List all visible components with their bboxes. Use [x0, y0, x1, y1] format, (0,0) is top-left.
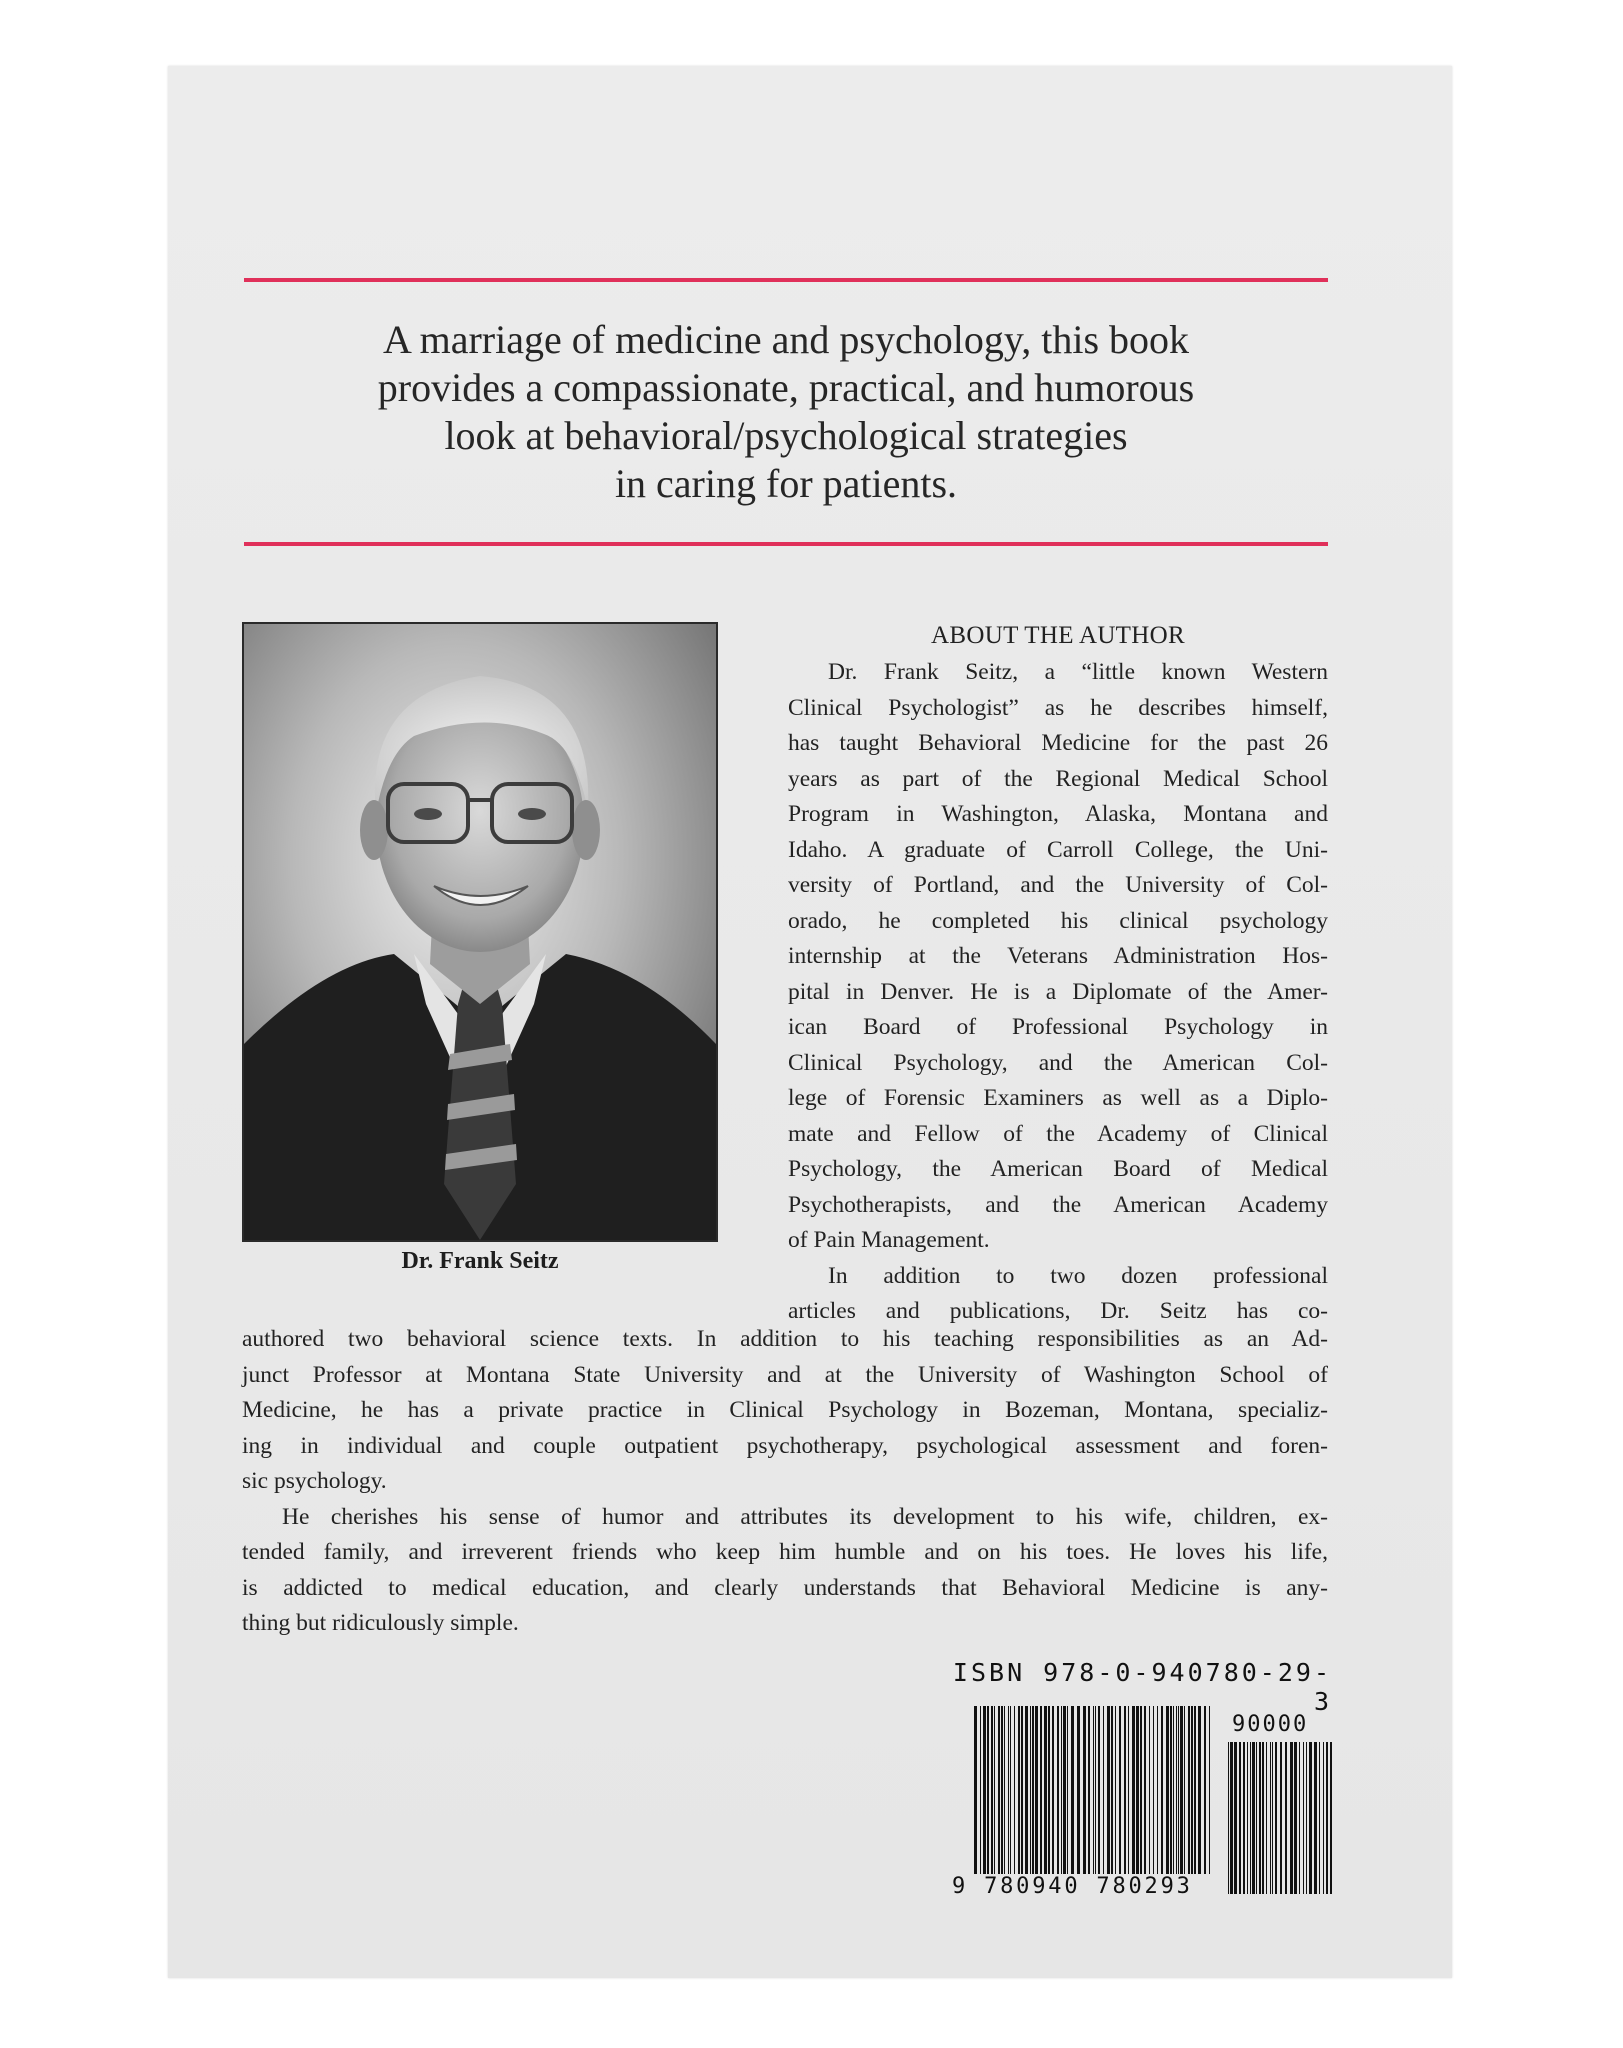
barcode-bar: [1132, 1706, 1135, 1874]
barcode-bar: [1306, 1742, 1307, 1894]
barcode-bar: [1176, 1706, 1177, 1874]
barcode-bar: [1280, 1742, 1282, 1894]
barcode-bar: [1161, 1706, 1163, 1874]
barcode-bar: [1018, 1706, 1020, 1874]
barcode-bar: [1166, 1706, 1169, 1874]
bio-line: authored two behavioral science texts. In addition to his teaching responsibilities as an Ad-: [242, 1326, 1328, 1352]
bio-line: has taught Behavioral Medicine for the past 26: [788, 730, 1328, 756]
barcode-bar: [1198, 1706, 1201, 1874]
barcode-bar: [994, 1706, 995, 1874]
barcode-bar: [1040, 1706, 1042, 1874]
barcode-bar: [1021, 1706, 1023, 1874]
isbn-barcode: [974, 1706, 1210, 1874]
bio-line: is addicted to medical education, and clearly understands that Behavioral Medicine is any-: [242, 1574, 1328, 1601]
barcode-bar: [1103, 1706, 1104, 1874]
bio-line: articles and publications, Dr. Seitz has co-: [788, 1298, 1328, 1324]
barcode-bar: [1319, 1742, 1320, 1894]
isbn-number: ISBN 978-0-940780-29-3: [952, 1658, 1332, 1716]
barcode-bar: [1149, 1706, 1150, 1874]
barcode-bar: [1088, 1706, 1090, 1874]
barcode-bar: [1010, 1706, 1011, 1874]
bio-line: Program in Washington, Alaska, Montana and: [788, 801, 1328, 827]
tagline-line: A marriage of medicine and psychology, this book: [382, 317, 1190, 362]
bio-line: mate and Fellow of the Academy of Clinical: [788, 1120, 1328, 1147]
barcode-bar: [1030, 1706, 1031, 1874]
barcode-bar: [1314, 1742, 1317, 1894]
bottom-accent-rule: [244, 542, 1328, 546]
bio-line: tended family, and irreverent friends who keep him humble and on his toes. He loves his life,: [242, 1539, 1328, 1565]
barcode-bar: [1032, 1706, 1034, 1874]
bio-line: of Pain Management.: [788, 1227, 990, 1253]
barcode-bar: [998, 1706, 1000, 1874]
barcode-bar: [1014, 1706, 1015, 1874]
barcode-digits: 9 780940 780293: [952, 1874, 1193, 1899]
barcode-bar: [1144, 1706, 1146, 1874]
barcode-bar: [1119, 1706, 1121, 1874]
barcode-bar: [1309, 1742, 1312, 1894]
tagline-line: in caring for patients.: [614, 461, 958, 506]
barcode-bar: [1228, 1742, 1229, 1894]
barcode-bar: [1303, 1742, 1304, 1894]
barcode-bar: [1299, 1742, 1300, 1894]
barcode-bar: [1035, 1706, 1038, 1874]
price-addon-barcode: [1228, 1742, 1332, 1894]
barcode-bar: [1124, 1706, 1126, 1874]
bio-line: Psychology, the American Board of Medical: [788, 1156, 1328, 1182]
barcode-bar: [1057, 1706, 1059, 1874]
barcode-bar: [1128, 1706, 1129, 1874]
barcode-bar: [1083, 1706, 1086, 1874]
barcode-bar: [1025, 1706, 1028, 1874]
barcode-bar: [1140, 1706, 1142, 1874]
price-addon-digits: 90000: [1232, 1712, 1309, 1737]
barcode-bar: [1234, 1742, 1237, 1894]
author-photo: [242, 622, 718, 1242]
barcode-bar: [1008, 1706, 1009, 1874]
barcode-bar: [1136, 1706, 1139, 1874]
barcode-bar: [1111, 1706, 1113, 1874]
bio-line: pital in Denver. He is a Diplomate of the Amer-: [788, 978, 1328, 1005]
tagline: [244, 316, 1328, 508]
barcode-bar: [1004, 1706, 1005, 1874]
bio-line: Dr. Frank Seitz, a “little known Western: [828, 659, 1328, 685]
barcode-bar: [1266, 1742, 1267, 1894]
bio-line: Idaho. A graduate of Carroll College, the Uni-: [788, 836, 1328, 863]
barcode-bar: [1107, 1706, 1110, 1874]
barcode-bar: [1188, 1706, 1190, 1874]
barcode-bar: [1294, 1742, 1297, 1894]
barcode-bar: [1180, 1706, 1183, 1874]
barcode-bar: [1173, 1706, 1174, 1874]
barcode-bar: [1326, 1742, 1328, 1894]
bio-line: Clinical Psychologist” as he describes himself,: [788, 694, 1328, 721]
about-author-heading: ABOUT THE AUTHOR: [931, 622, 1185, 649]
bio-line: He cherishes his sense of humor and attributes its development to his wife, children, ex-: [282, 1503, 1328, 1530]
barcode-bar: [991, 1706, 993, 1874]
bio-line: orado, he completed his clinical psychology: [788, 907, 1328, 934]
barcode-bar: [1061, 1706, 1062, 1874]
barcode-bar: [1067, 1706, 1068, 1874]
bio-line: years as part of the Regional Medical School: [788, 765, 1328, 792]
barcode-bar: [1093, 1706, 1094, 1874]
tagline-line: look at behavioral/psychological strategies: [444, 413, 1128, 458]
barcode-bar: [980, 1706, 981, 1874]
bio-line: Medicine, he has a private practice in Clinical Psychology in Bozeman, Montana, specializ-: [242, 1397, 1328, 1423]
barcode-bar: [1153, 1706, 1154, 1874]
bio-line: lege of Forensic Examiners as well as a Diplo-: [788, 1085, 1328, 1111]
barcode-bar: [974, 1706, 977, 1874]
barcode-bar: [1170, 1706, 1172, 1874]
bio-line: In addition to two dozen professional: [828, 1262, 1328, 1289]
barcode-bar: [1262, 1742, 1264, 1894]
bio-line: Clinical Psychology, and the American Col-: [788, 1049, 1328, 1076]
barcode-bar: [1178, 1706, 1179, 1874]
bio-line: thing but ridiculously simple.: [242, 1610, 519, 1636]
barcode-bar: [1275, 1742, 1277, 1894]
barcode-bar: [1184, 1706, 1185, 1874]
photo-caption: Dr. Frank Seitz: [401, 1248, 559, 1274]
barcode-bar: [1323, 1742, 1324, 1894]
top-accent-rule: [244, 278, 1328, 282]
barcode-bar: [1115, 1706, 1116, 1874]
barcode-bar: [1071, 1706, 1074, 1874]
barcode-bar: [1209, 1706, 1210, 1874]
tagline-line: provides a compassionate, practical, and humorous: [377, 365, 1195, 410]
barcode-bar: [1247, 1742, 1248, 1894]
book-back-cover: [168, 66, 1452, 1978]
barcode-bar: [1077, 1706, 1080, 1874]
bio-line: Psychotherapists, and the American Academy: [788, 1191, 1328, 1218]
about-author-full-width: [242, 1322, 1328, 1642]
barcode-bar: [1256, 1742, 1257, 1894]
barcode-bar: [1048, 1706, 1050, 1874]
bio-line: ing in individual and couple outpatient psychotherapy, psychological assessment and foren-: [242, 1432, 1328, 1459]
barcode-bar: [1272, 1742, 1273, 1894]
barcode-bar: [1204, 1706, 1206, 1874]
barcode-bar: [1191, 1706, 1193, 1874]
barcode-bar: [1250, 1742, 1251, 1894]
barcode-bar: [987, 1706, 989, 1874]
barcode-bar: [1095, 1706, 1096, 1874]
barcode-bar: [1330, 1742, 1332, 1894]
barcode-bar: [1098, 1706, 1100, 1874]
bio-line: sic psychology.: [242, 1468, 387, 1494]
barcode-bar: [1270, 1742, 1271, 1894]
bio-line: ican Board of Professional Psychology in: [788, 1014, 1328, 1040]
barcode-bar: [1290, 1742, 1293, 1894]
barcode-bar: [1252, 1742, 1255, 1894]
barcode-bar: [1001, 1706, 1003, 1874]
barcode-bar: [1194, 1706, 1196, 1874]
about-author-column: [788, 655, 1328, 1330]
bio-line: junct Professor at Montana State University and at the University of Washington School of: [242, 1361, 1328, 1388]
barcode-bar: [1243, 1742, 1245, 1894]
barcode-bar: [1044, 1706, 1047, 1874]
bio-line: internship at the Veterans Administration Hos-: [788, 943, 1328, 969]
author-portrait-illustration: [244, 624, 716, 1240]
barcode-bar: [1285, 1742, 1287, 1894]
barcode-bar: [1230, 1742, 1233, 1894]
barcode-bar: [1052, 1706, 1054, 1874]
bio-line: versity of Portland, and the University of Col-: [788, 872, 1328, 898]
barcode-bar: [1259, 1742, 1261, 1894]
barcode-bar: [983, 1706, 986, 1874]
barcode-bar: [1157, 1706, 1158, 1874]
barcode-bar: [1063, 1706, 1066, 1874]
barcode-bar: [1239, 1742, 1241, 1894]
